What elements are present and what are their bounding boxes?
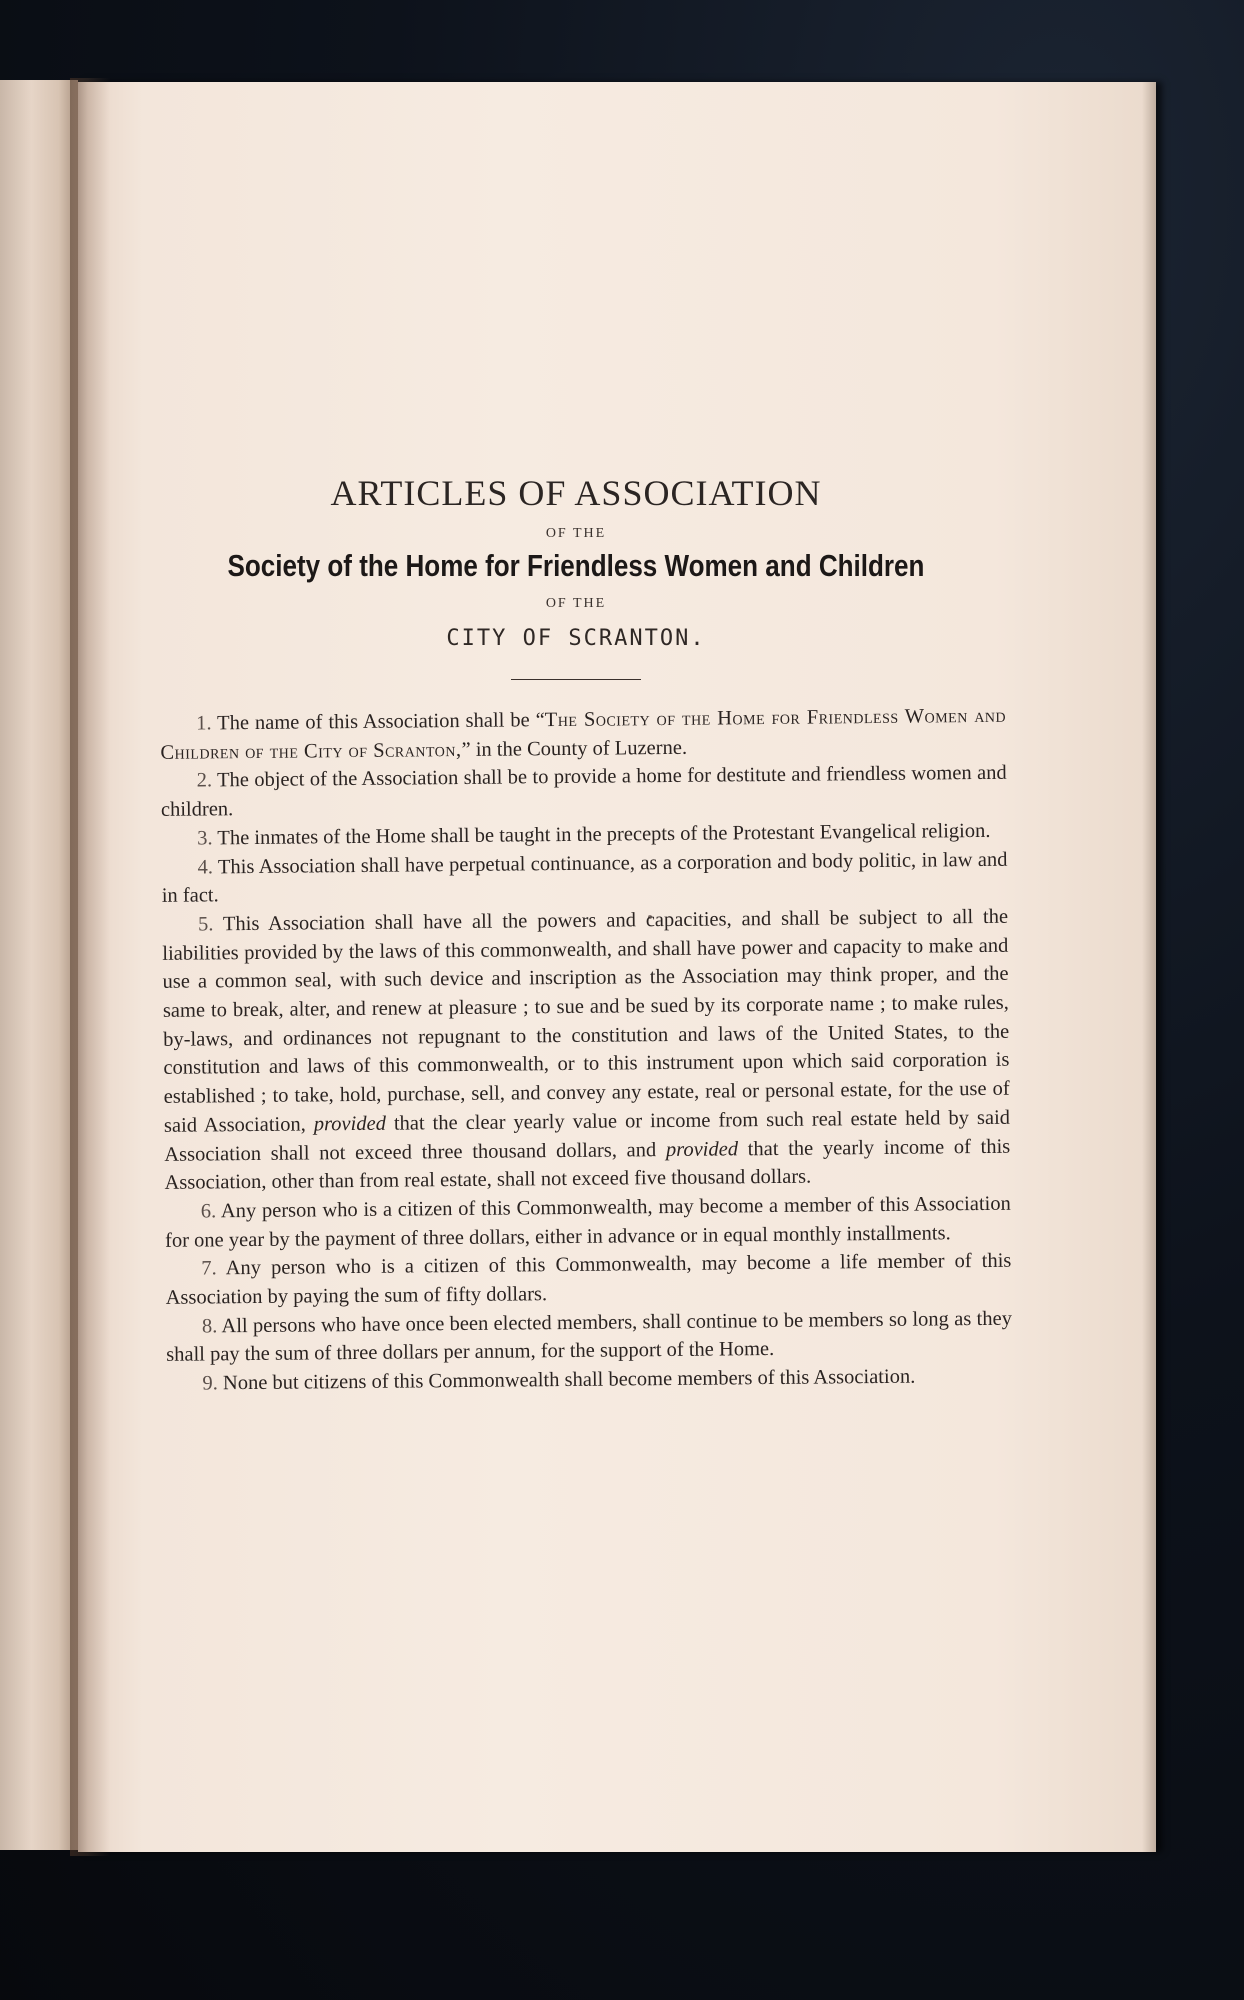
city-line: CITY OF SCRANTON.: [446, 626, 706, 651]
article-text: This Association shall have all the powers and capacities, and shall be subject to all the liabilities provided by the laws of this commonwealth, and shall have power and capacity to make and use a common seal, with such device and inscription as the Association may think proper, and the same to break, alter, and renew at pleasure ; to sue and be sued by its corporate name ; to make rules, by-laws, and ordinances not repugnant to the constitution and laws of the United States, to the constitution and laws of this commonwealth, or to this instrument upon which said corporation is established ; to take, hold, purchase, sell, and convey any estate, real or personal estate, for the use of said Association,: [162, 905, 1010, 1137]
article-2: [161, 759, 1008, 825]
article-number: 2.: [196, 769, 213, 792]
article-number: 4.: [197, 855, 213, 879]
article-6: [165, 1190, 1012, 1256]
article-4: [161, 845, 1008, 911]
article-text: None but citizens of this Commonwealth shall become members of this Association.: [217, 1365, 916, 1395]
article-1: [160, 702, 1007, 768]
page-content: [146, 382, 1012, 1399]
article-number: 5.: [197, 913, 214, 936]
italic-provided: provided: [313, 1112, 387, 1136]
articles-list: [146, 702, 1013, 1399]
article-text: The inmates of the Home shall be taught in the precepts of the Protestant Evangelical religion.: [212, 819, 991, 850]
article-number: 8.: [201, 1315, 218, 1338]
articles-heading: ARTICLES OF ASSOCIATION: [330, 473, 822, 513]
article-number: 1.: [196, 712, 212, 735]
article-text: The name of this Association shall be “: [211, 709, 545, 735]
facing-left-page: [0, 80, 78, 1850]
divider-rule: [511, 679, 641, 680]
article-text: This Association shall have perpetual continuance, as a corporation and body politic, in law and in fact.: [161, 848, 1008, 908]
article-number: 7.: [201, 1257, 217, 1280]
article-number: 9.: [202, 1372, 218, 1395]
article-number: 6.: [200, 1200, 217, 1223]
page-edge: [1142, 82, 1156, 1852]
article-5: [162, 903, 1011, 1198]
italic-provided: provided: [665, 1137, 739, 1161]
article-text: Any person who is a citizen of this Commonwealth, may become a member of this Association for one year by the payment of three dollars, either in advance or in equal monthly installments.: [164, 1192, 1011, 1252]
article-text: that the yearly income of this Association, other than from real estate, shall not exceed five thousand dollars.: [164, 1135, 1011, 1195]
article-number: 3.: [197, 827, 213, 850]
of-the-label-2: OF THE: [545, 596, 607, 611]
society-name-smallcaps: The Society of the Home for Friendless Women and Children of the City of Scranton,: [160, 704, 1007, 764]
article-text: Any person who is a citizen of this Commonwealth, may become a life member of this Association by paying the sum of fifty dollars.: [165, 1250, 1012, 1309]
article-7: [165, 1247, 1012, 1313]
article-text: that the clear yearly value or income from such real estate held by said Association shall not exceed three thousand dollars, and: [164, 1106, 1011, 1166]
of-the-label-1: OF THE: [545, 526, 607, 541]
article-8: [166, 1304, 1013, 1370]
document-page: [78, 82, 1156, 1852]
article-text: The object of the Association shall be to provide a home for destitute and friendless women and children.: [160, 762, 1007, 821]
book-gutter-shadow: [70, 78, 110, 1856]
article-text: ” in the County of Luzerne.: [461, 736, 688, 761]
society-title: Society of the Home for Friendless Women and Children: [227, 548, 925, 583]
article-text: All persons who have once been elected members, shall continue to be members so long as they shall pay the sum of three dollars per annum, for the support of the Home.: [166, 1307, 1012, 1367]
